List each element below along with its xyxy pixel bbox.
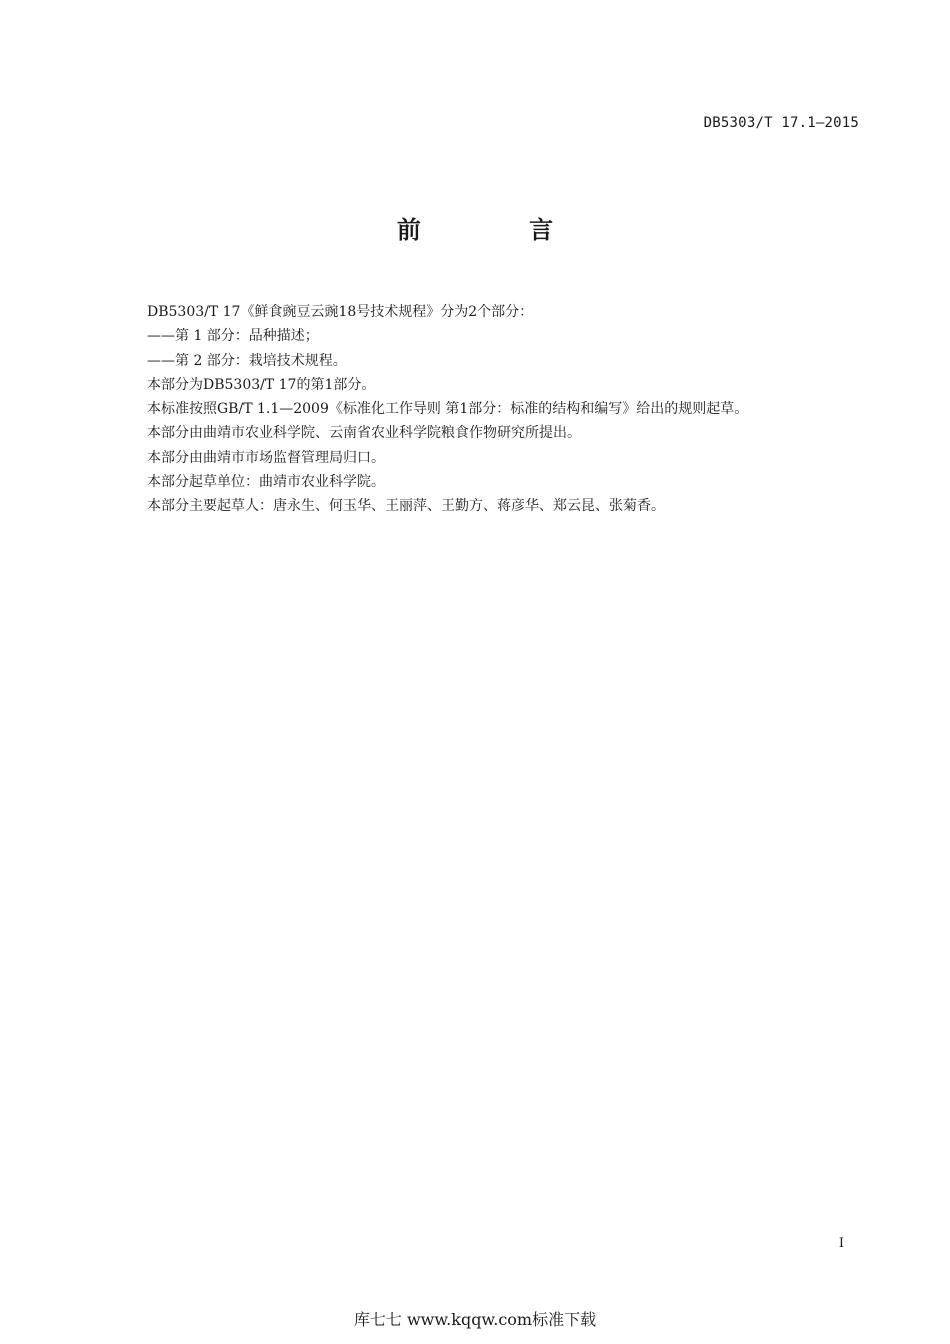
footer-watermark: 库七七 www.kqqw.com标准下载 — [353, 1310, 597, 1329]
paragraph: ——第 2 部分：栽培技术规程。 — [147, 352, 347, 369]
page-number: I — [838, 1236, 844, 1251]
paragraph: 本部分为DB5303/T 17的第1部分。 — [147, 376, 376, 393]
paragraph: 本部分起草单位：曲靖市农业科学院。 — [147, 474, 385, 491]
paragraph: 本部分由曲靖市农业科学院、云南省农业科学院粮食作物研究所提出。 — [147, 425, 581, 442]
paragraph: ——第 1 部分：品种描述； — [147, 328, 319, 345]
page-title: 前 言 — [396, 216, 604, 244]
foreword-body — [147, 300, 867, 519]
paragraph: 本部分主要起草人：唐永生、何玉华、王丽萍、王勤方、蒋彦华、郑云昆、张菊香。 — [147, 498, 665, 515]
paragraph: 本标准按照GB/T 1.1—2009《标准化工作导则 第1部分：标准的结构和编写》给出的规则起草。 — [147, 401, 749, 418]
paragraph: DB5303/T 17《鲜食豌豆云豌18号技术规程》分为2个部分： — [147, 304, 534, 320]
paragraph: 本部分由曲靖市市场监督管理局归口。 — [147, 449, 385, 466]
document-code: DB5303/T 17.1—2015 — [703, 115, 859, 131]
